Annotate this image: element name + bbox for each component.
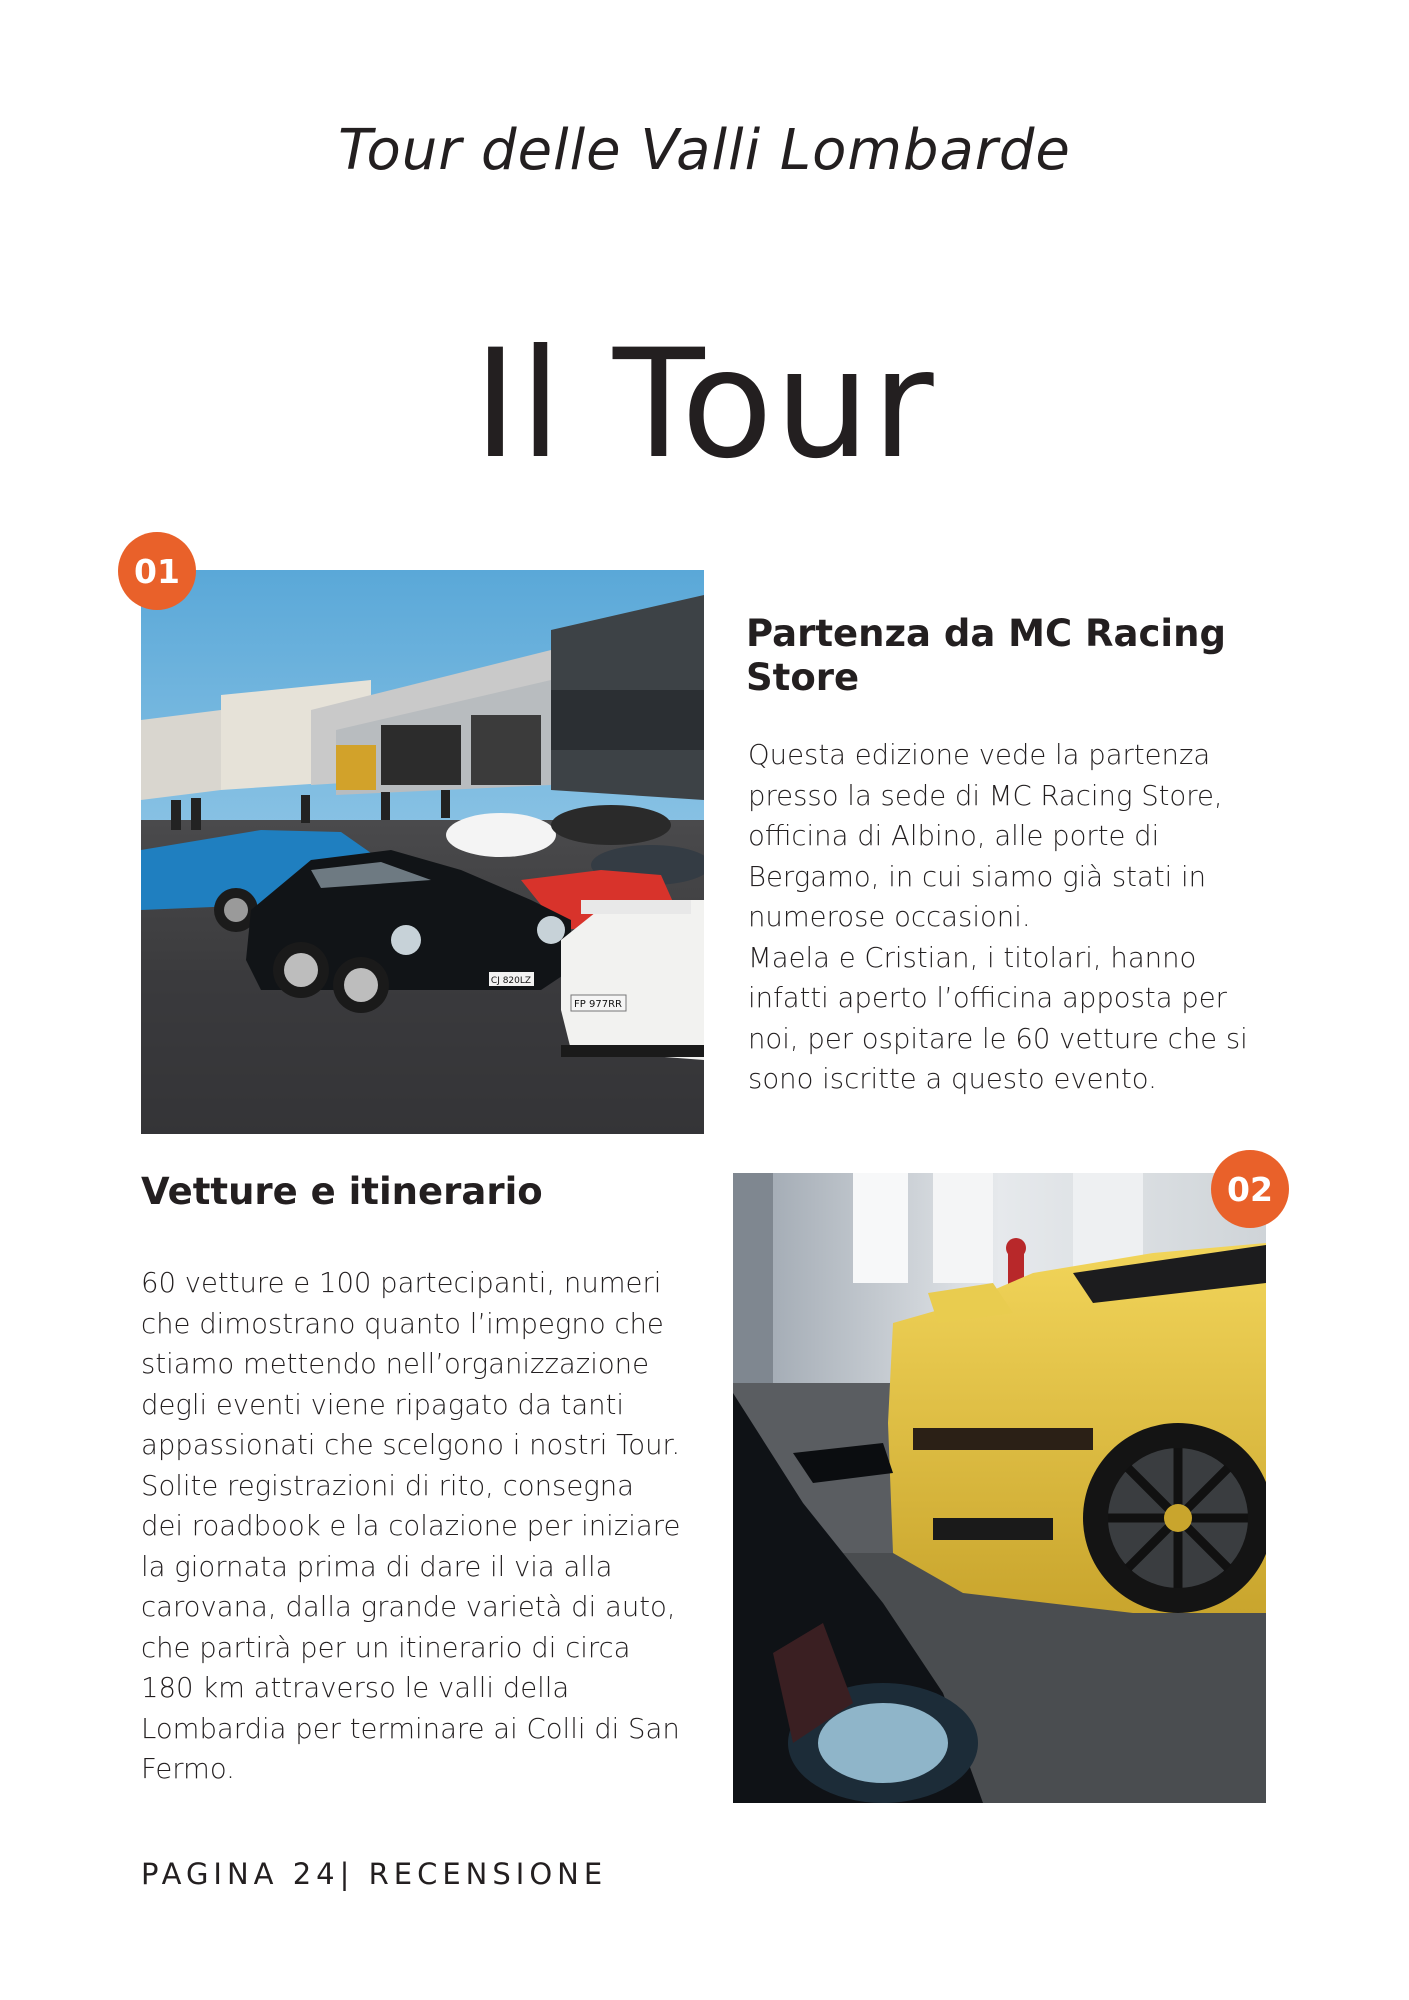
plate-front: CJ 820LZ [490, 976, 532, 986]
section-heading-vetture: Vetture e itinerario [141, 1170, 543, 1213]
page-footer: PAGINA 24| RECENSIONE [141, 1857, 608, 1891]
page-title: Il Tour [473, 318, 936, 492]
paragraph: Maela e Cristian, i titolari, hanno infatti aperto l’officina apposta per noi, per ospitare le 60 vetture che si sono iscritte a questo evento. [748, 941, 1248, 1095]
photo-porsche-911 [733, 1173, 1266, 1803]
section-text-vetture [141, 1263, 681, 1790]
section-badge-01: 01 [118, 532, 196, 610]
section-heading-partenza: Partenza da MC Racing Store [746, 612, 1226, 699]
paragraph: 60 vetture e 100 partecipanti, numeri che dimostrano quanto l’impegno che stiamo mettendo nell’organizzazione degli eventi viene ripagato da tanti appassionati che scelgono i nostri Tour. [141, 1267, 681, 1461]
section-text-partenza [748, 735, 1278, 1100]
magazine-subtitle: Tour delle Valli Lombarde [338, 118, 1071, 183]
photo-mc-racing-store [141, 570, 704, 1134]
section-badge-02: 02 [1211, 1150, 1289, 1228]
paragraph: Solite registrazioni di rito, consegna dei roadbook e la colazione per iniziare la giornata prima di dare il via alla carovana, dalla grande varietà di auto, che partirà per un itinerario di circa 180 km attraverso le valli della Lombardia per terminare ai Colli di San Fermo. [141, 1469, 681, 1785]
paragraph: Questa edizione vede la partenza presso la sede di MC Racing Store, officina di Albino, alle porte di Bergamo, in cui siamo già stati in numerose occasioni. [748, 739, 1223, 933]
plate-white: FP 977RR [574, 999, 622, 1010]
